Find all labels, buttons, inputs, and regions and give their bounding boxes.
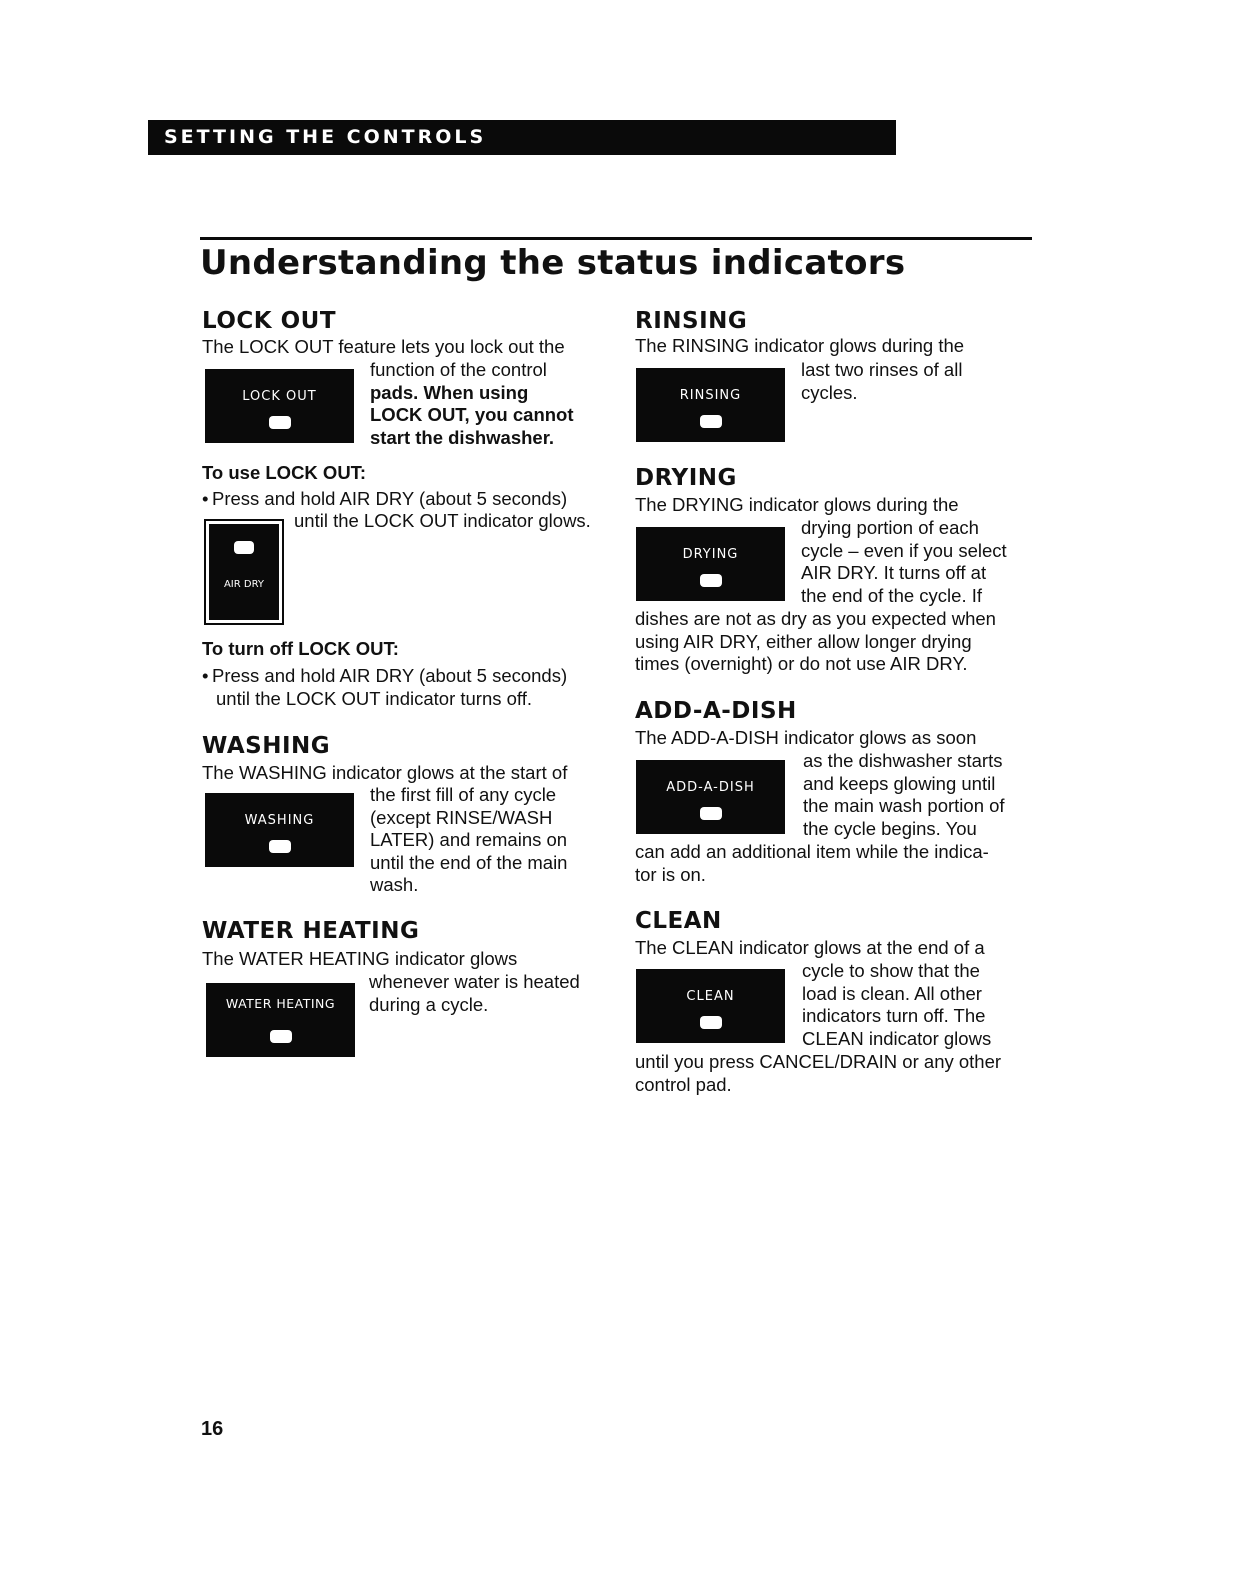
- add-a-dish-heading: ADD-A-DISH: [635, 698, 797, 724]
- add-a-dish-indicator-label: ADD-A-DISH: [666, 780, 755, 795]
- indicator-light-icon: [700, 1016, 722, 1029]
- washing-indicator-label: WASHING: [244, 813, 315, 828]
- text-line: Press and hold AIR DRY (about 5 seconds): [212, 488, 568, 509]
- drying-intro: The DRYING indicator glows during the: [635, 494, 959, 515]
- text-line: until the end of the main: [370, 851, 568, 873]
- add-a-dish-indicator: [636, 760, 785, 834]
- add-a-dish-wrap-text: [803, 750, 1005, 840]
- text-line: load is clean. All other: [802, 982, 982, 1004]
- text-line: pads. When using: [370, 381, 529, 403]
- rinsing-indicator-label: RINSING: [679, 388, 742, 403]
- text-line: LOCK OUT, you cannot: [370, 404, 574, 425]
- indicator-light-icon: [700, 415, 722, 428]
- title-rule: [200, 237, 1032, 240]
- text-line: LATER) and remains on: [370, 829, 568, 850]
- lock-out-indicator: [205, 369, 354, 443]
- indicator-light-icon: [270, 1030, 292, 1043]
- use-lock-out-step-cont: until the LOCK OUT indicator glows.: [294, 510, 591, 531]
- washing-indicator: [205, 793, 354, 867]
- water-heating-indicator-label: WATER HEATING: [225, 996, 336, 1011]
- text-line: CLEAN indicator glows: [802, 1027, 992, 1049]
- turn-off-step-cont: until the LOCK OUT indicator turns off.: [216, 688, 533, 709]
- rinsing-wrap-text: [801, 359, 962, 404]
- text-line: the main wash portion of: [803, 795, 1005, 816]
- text-line: Press and hold AIR DRY (about 5 seconds): [212, 665, 568, 686]
- text-line: times (overnight) or do not use AIR DRY.: [635, 653, 968, 674]
- text-line: AIR DRY. It turns off at: [801, 562, 987, 583]
- text-line: during a cycle.: [369, 993, 489, 1015]
- drying-indicator: [636, 527, 785, 601]
- air-dry-button: [204, 519, 284, 625]
- lock-out-heading: LOCK OUT: [202, 308, 337, 334]
- clean-heading: CLEAN: [635, 908, 722, 934]
- text-line: cycle – even if you select: [801, 539, 1007, 561]
- text-line: using AIR DRY, either allow longer drying: [635, 630, 972, 652]
- text-line: can add an additional item while the indica-: [635, 841, 989, 862]
- air-dry-label: AIR DRY: [223, 579, 265, 590]
- text-line: cycle to show that the: [802, 960, 980, 981]
- clean-intro: The CLEAN indicator glows at the end of a: [635, 937, 985, 958]
- text-line: until you press CANCEL/DRAIN or any other: [635, 1051, 1002, 1072]
- text-line: whenever water is heated: [369, 971, 580, 992]
- add-a-dish-after-text: [635, 841, 989, 886]
- indicator-light-icon: [700, 807, 722, 820]
- text-line: tor is on.: [635, 863, 706, 885]
- indicator-light-icon: [269, 840, 291, 853]
- text-line: (except RINSE/WASH: [370, 806, 553, 828]
- turn-off-lock-out-heading: To turn off LOCK OUT:: [202, 638, 399, 659]
- page-number: 16: [201, 1418, 224, 1440]
- water-heating-indicator: [206, 983, 355, 1057]
- lock-out-indicator-label: LOCK OUT: [242, 389, 317, 404]
- water-heating-intro: The WATER HEATING indicator glows: [202, 948, 518, 969]
- washing-intro: The WASHING indicator glows at the start of: [202, 762, 568, 783]
- clean-indicator-label: CLEAN: [686, 989, 735, 1004]
- text-line: start the dishwasher.: [370, 426, 555, 448]
- text-line: control pad.: [635, 1073, 732, 1095]
- text-line: cycles.: [801, 381, 858, 403]
- indicator-light-icon: [234, 541, 254, 554]
- washing-wrap-text: [370, 784, 567, 897]
- rinsing-intro: The RINSING indicator glows during the: [635, 335, 965, 356]
- text-line: wash.: [370, 874, 419, 895]
- water-heating-heading: WATER HEATING: [202, 918, 420, 944]
- text-line: the first fill of any cycle: [370, 784, 557, 805]
- section-banner: SETTING THE CONTROLS: [148, 120, 896, 155]
- add-a-dish-intro: The ADD-A-DISH indicator glows as soon: [635, 727, 977, 748]
- text-line: the cycle begins. You: [803, 817, 977, 839]
- text-line: and keeps glowing until: [803, 772, 996, 794]
- turn-off-step: • Press and hold AIR DRY (about 5 seconds): [202, 665, 568, 686]
- drying-wrap-text: [801, 517, 1007, 607]
- drying-indicator-label: DRYING: [682, 547, 739, 562]
- drying-after-text: [635, 608, 996, 676]
- lock-out-wrap-text: [370, 359, 574, 449]
- text-line: last two rinses of all: [801, 359, 963, 380]
- use-lock-out-heading: To use LOCK OUT:: [202, 462, 367, 483]
- clean-after-text: [635, 1051, 1001, 1096]
- indicator-light-icon: [700, 574, 722, 587]
- rinsing-heading: RINSING: [635, 308, 748, 334]
- text-line: as the dishwasher starts: [803, 750, 1003, 771]
- lock-out-intro: The LOCK OUT feature lets you lock out the: [202, 336, 565, 357]
- indicator-light-icon: [269, 416, 291, 429]
- text-line: the end of the cycle. If: [801, 584, 982, 606]
- drying-heading: DRYING: [635, 465, 737, 491]
- clean-indicator: [636, 969, 785, 1043]
- rinsing-indicator: [636, 368, 785, 442]
- water-heating-wrap-text: [369, 971, 580, 1016]
- use-lock-out-step: • Press and hold AIR DRY (about 5 seconds): [202, 488, 568, 509]
- text-line: drying portion of each: [801, 517, 979, 538]
- text-line: dishes are not as dry as you expected when: [635, 608, 996, 629]
- text-line: function of the control: [370, 359, 547, 380]
- text-line: indicators turn off. The: [802, 1005, 986, 1026]
- washing-heading: WASHING: [202, 733, 331, 759]
- page-title: Understanding the status indicators: [200, 243, 906, 283]
- clean-wrap-text: [802, 960, 991, 1050]
